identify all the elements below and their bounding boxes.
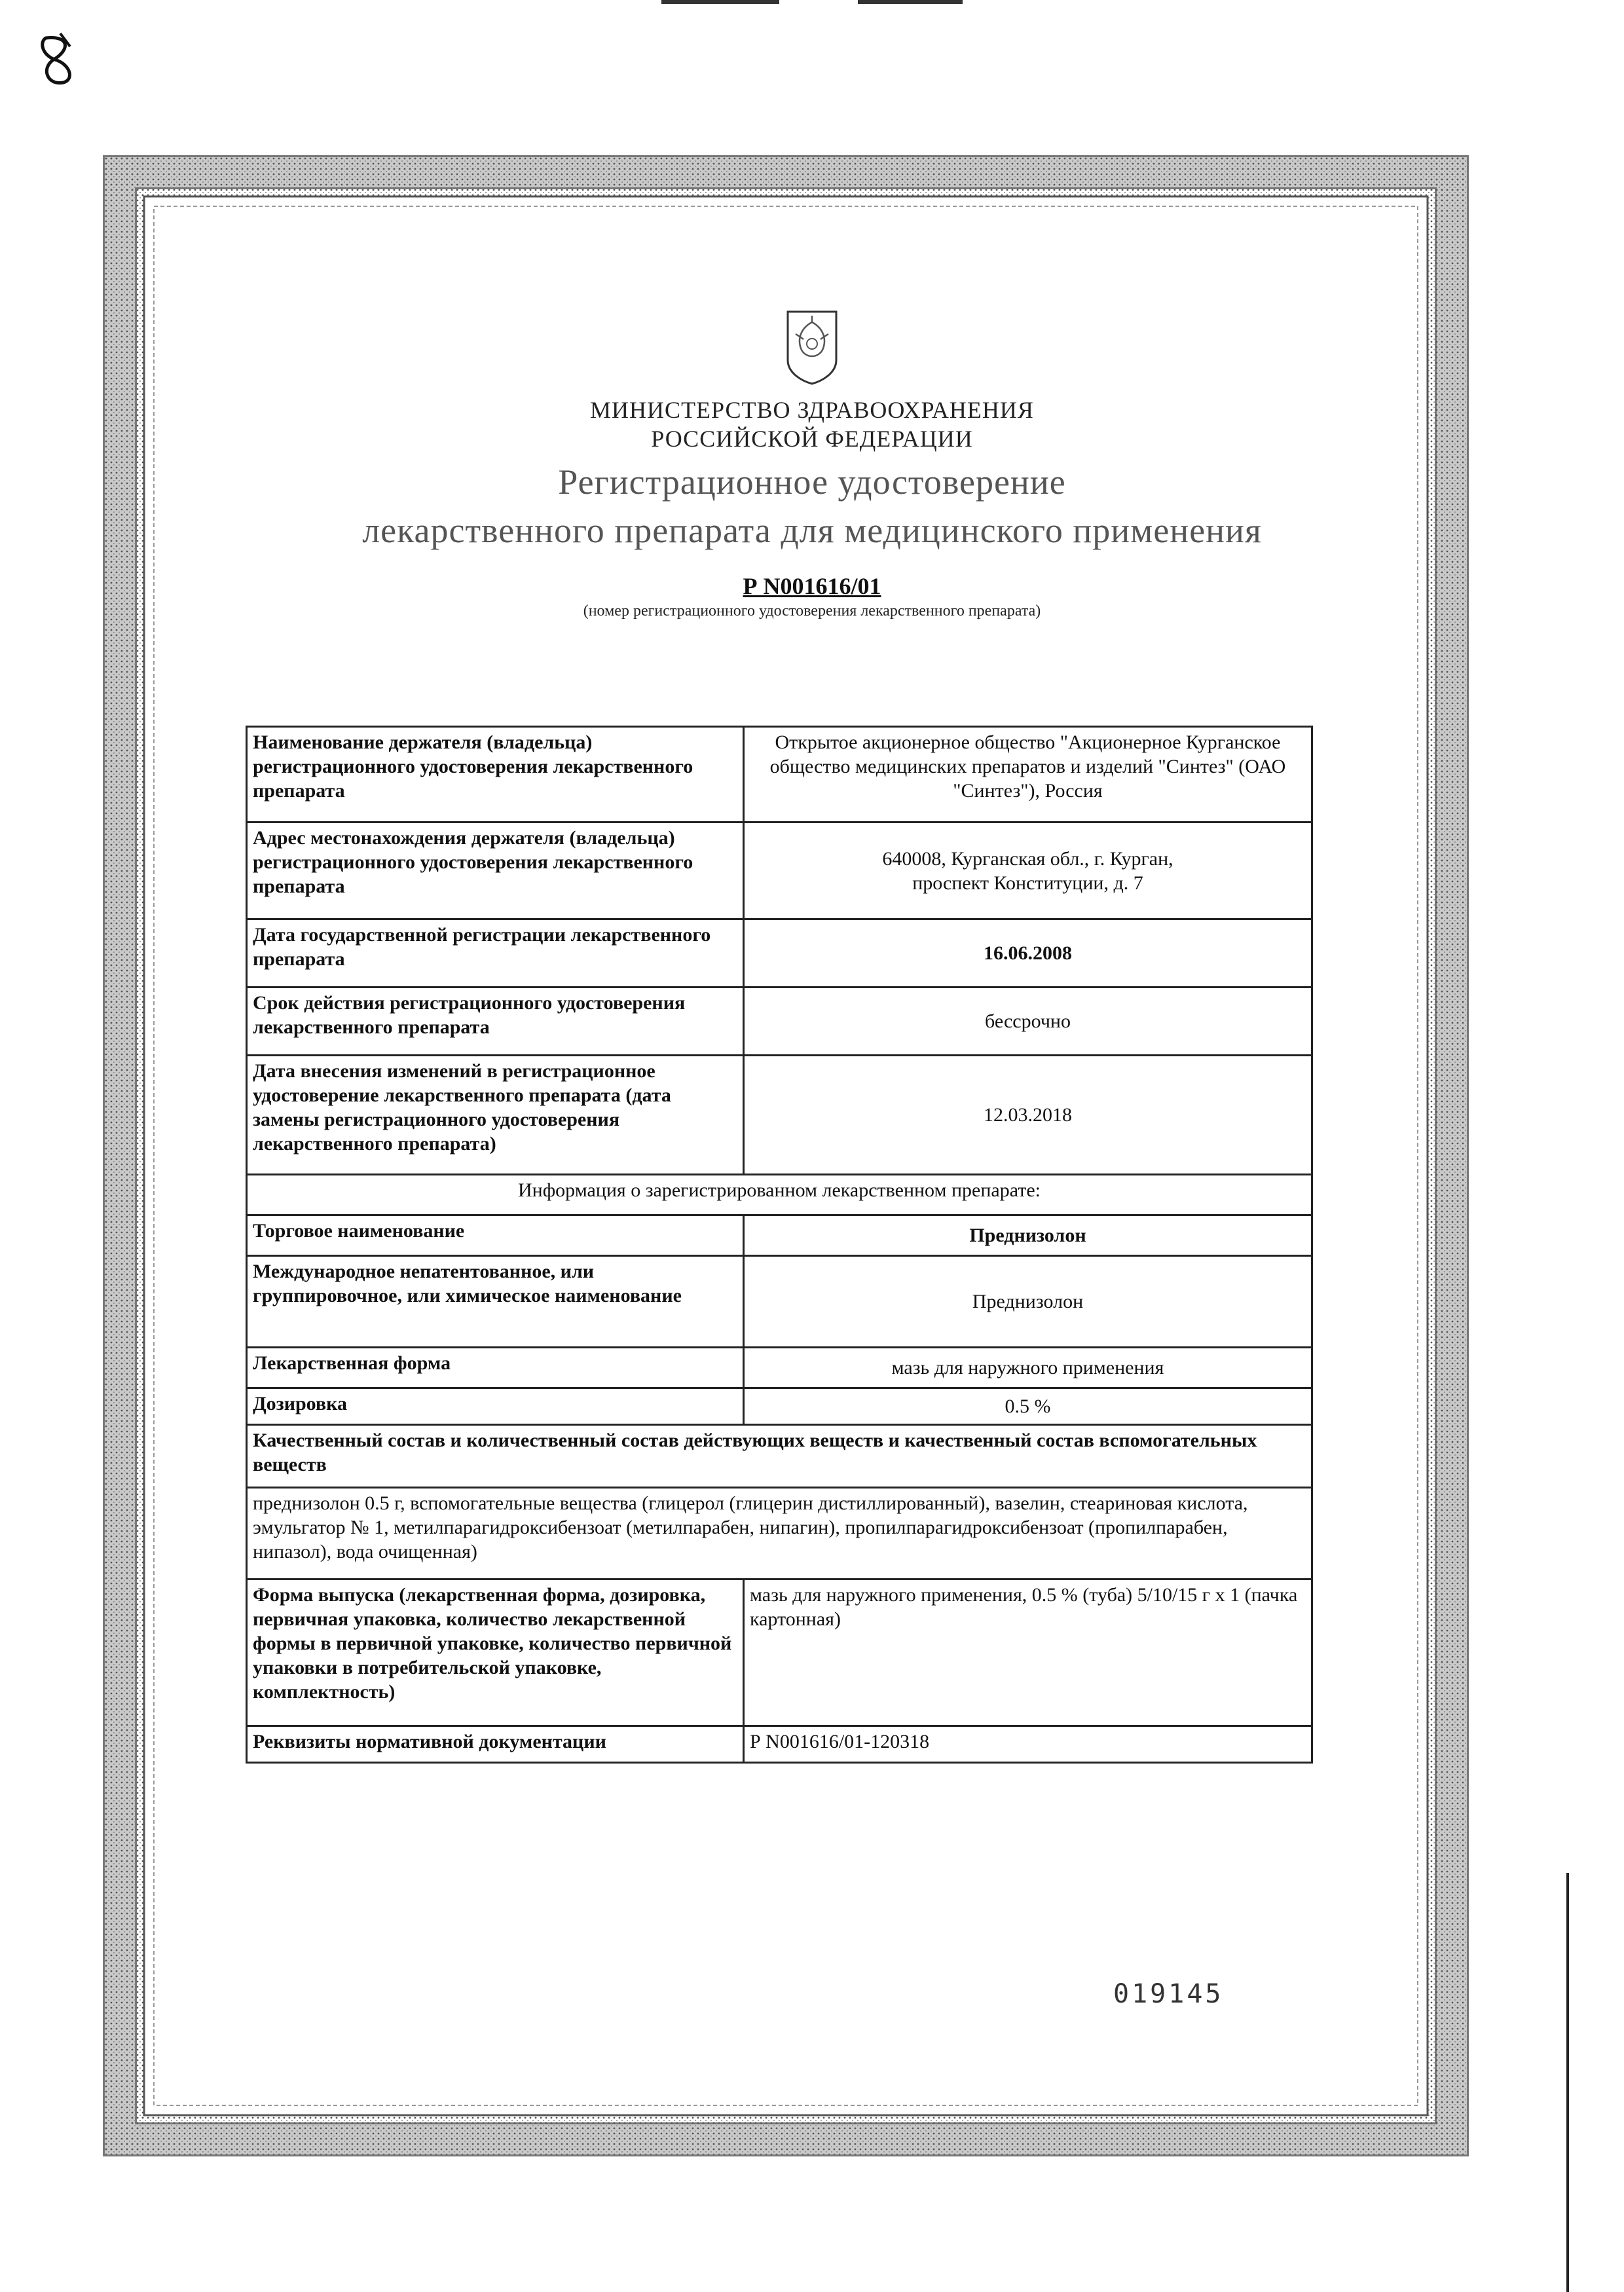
release-form-label: Форма выпуска (лекарственная форма, дозировка, первичная упаковка, количество лекарственной формы в первичной упаковке, количество первичной упаковки в потребительской упаковке, комплектность) <box>247 1580 744 1726</box>
registration-date-label: Дата государственной регистрации лекарственного препарата <box>247 919 744 988</box>
address-label: Адрес местонахождения держателя (владельца) регистрационного удостоверения лекарственного препарата <box>247 823 744 919</box>
table-row <box>247 1256 1312 1348</box>
form-serial-number: 019145 <box>1113 1979 1224 2009</box>
dosage-form-label: Лекарственная форма <box>247 1348 744 1388</box>
registration-number-caption: (номер регистрационного удостоверения лекарственного препарата) <box>583 602 1041 619</box>
table-row <box>247 823 1312 919</box>
table-row <box>247 1215 1312 1256</box>
table-row <box>247 919 1312 988</box>
document-title-line1: Регистрационное удостоверение <box>558 462 1066 502</box>
document-title-line2: лекарственного препарата для медицинского применения <box>362 511 1262 550</box>
registration-number: Р N001616/01 <box>743 573 881 599</box>
address-value <box>744 823 1312 919</box>
inn-label: Международное непатентованное, или группировочное, или химическое наименование <box>247 1256 744 1348</box>
change-date-value: 12.03.2018 <box>744 1056 1312 1175</box>
table-row <box>247 1388 1312 1425</box>
table-row <box>247 1348 1312 1388</box>
holder-label: Наименование держателя (владельца) регистрационного удостоверения лекарственного препарата <box>247 727 744 823</box>
ministry-name-line1: МИНИСТЕРСТВО ЗДРАВООХРАНЕНИЯ <box>590 397 1034 423</box>
table-row <box>247 727 1312 823</box>
dosage-value: 0.5 % <box>744 1388 1312 1425</box>
holder-value: Открытое акционерное общество "Акционерное Курганское общество медицинских препаратов и изделий "Синтез" (ОАО "Синтез"), Россия <box>744 727 1312 823</box>
scan-margin-line <box>1566 1873 1569 2292</box>
table-row <box>247 1580 1312 1726</box>
scan-artifact <box>661 0 963 9</box>
change-date-label: Дата внесения изменений в регистрационное удостоверение лекарственного препарата (дата замены регистрационного удостоверения лекарственного препарата) <box>247 1056 744 1175</box>
address-value-line2: проспект Конституции, д. 7 <box>912 872 1143 894</box>
address-value-line1: 640008, Курганская обл., г. Курган, <box>882 847 1173 870</box>
info-section-header: Информация о зарегистрированном лекарственном препарате: <box>247 1175 1312 1215</box>
table-row <box>247 1175 1312 1215</box>
trade-name-value: Преднизолон <box>744 1215 1312 1256</box>
table-row <box>247 1726 1312 1763</box>
coat-of-arms-emblem <box>783 308 841 386</box>
composition-header: Качественный состав и количественный состав действующих веществ и качественный состав вспомогательных веществ <box>247 1425 1312 1488</box>
dosage-label: Дозировка <box>247 1388 744 1425</box>
handwritten-mark <box>34 30 80 89</box>
composition-text: преднизолон 0.5 г, вспомогательные вещества (глицерол (глицерин дистиллированный), вазелин, стеариновая кислота, эмульгатор № 1, метилпарагидроксибензоат (метилпарабен, нипагин), пропилпарагидроксибензоат (пропилпарабен, нипазол), вода очищенная) <box>247 1488 1312 1580</box>
normative-docs-label: Реквизиты нормативной документации <box>247 1726 744 1763</box>
registration-date-value: 16.06.2008 <box>744 919 1312 988</box>
release-form-value: мазь для наружного применения, 0.5 % (туба) 5/10/15 г х 1 (пачка картонная) <box>744 1580 1312 1726</box>
dosage-form-value: мазь для наружного применения <box>744 1348 1312 1388</box>
registration-details-table <box>246 726 1313 1764</box>
trade-name-label: Торговое наименование <box>247 1215 744 1256</box>
table-row <box>247 1425 1312 1488</box>
validity-value: бессрочно <box>744 988 1312 1056</box>
normative-docs-value: Р N001616/01-120318 <box>744 1726 1312 1763</box>
table-row <box>247 988 1312 1056</box>
table-row <box>247 1056 1312 1175</box>
document-header <box>0 308 1624 620</box>
ministry-name-line2: РОССИЙСКОЙ ФЕДЕРАЦИИ <box>651 426 973 452</box>
table-row <box>247 1488 1312 1580</box>
validity-label: Срок действия регистрационного удостоверения лекарственного препарата <box>247 988 744 1056</box>
inn-value: Преднизолон <box>744 1256 1312 1348</box>
